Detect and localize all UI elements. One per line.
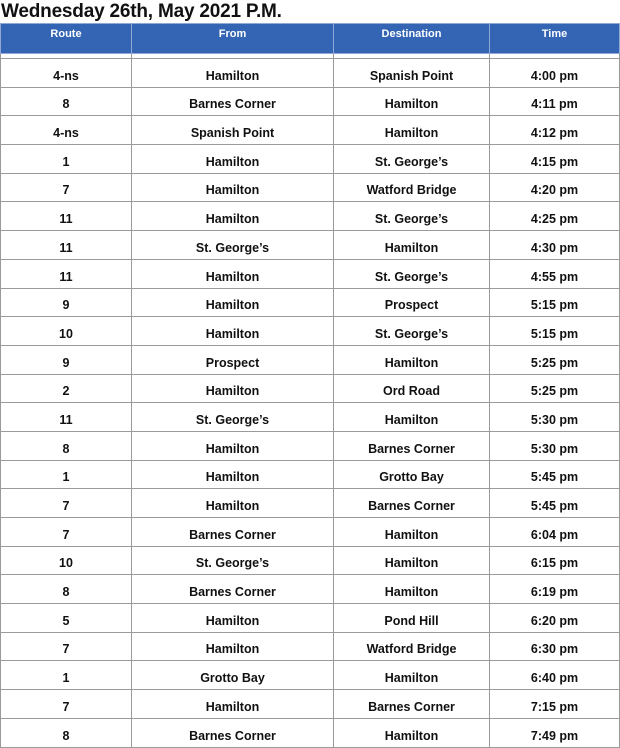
table-row bbox=[1, 259, 620, 288]
table-row bbox=[1, 546, 620, 575]
destination-cell: Ord Road bbox=[334, 374, 490, 403]
time-cell: 5:25 pm bbox=[490, 345, 620, 374]
from-cell: Grotto Bay bbox=[132, 661, 334, 690]
from-cell: Hamilton bbox=[132, 173, 334, 202]
route-cell: 8 bbox=[1, 431, 132, 460]
table-row bbox=[1, 460, 620, 489]
route-cell: 11 bbox=[1, 202, 132, 231]
time-cell: 6:04 pm bbox=[490, 518, 620, 547]
table-row bbox=[1, 59, 620, 88]
route-cell: 8 bbox=[1, 87, 132, 116]
route-cell: 2 bbox=[1, 374, 132, 403]
from-cell: Hamilton bbox=[132, 202, 334, 231]
table-body bbox=[1, 54, 620, 748]
table-row bbox=[1, 231, 620, 260]
time-cell: 4:30 pm bbox=[490, 231, 620, 260]
column-header-from: From bbox=[132, 24, 334, 54]
route-cell: 4-ns bbox=[1, 116, 132, 145]
destination-cell: Barnes Corner bbox=[334, 690, 490, 719]
from-cell: Hamilton bbox=[132, 288, 334, 317]
from-cell: Hamilton bbox=[132, 59, 334, 88]
header-row bbox=[1, 24, 620, 54]
page-title: Wednesday 26th, May 2021 P.M. bbox=[1, 1, 282, 22]
from-cell: Hamilton bbox=[132, 460, 334, 489]
table-row bbox=[1, 604, 620, 633]
time-cell: 4:20 pm bbox=[490, 173, 620, 202]
table-row bbox=[1, 87, 620, 116]
table-row bbox=[1, 403, 620, 432]
time-cell: 5:45 pm bbox=[490, 460, 620, 489]
from-cell: St. George’s bbox=[132, 231, 334, 260]
route-cell: 7 bbox=[1, 173, 132, 202]
time-cell: 6:30 pm bbox=[490, 632, 620, 661]
table-row bbox=[1, 145, 620, 174]
time-cell: 4:55 pm bbox=[490, 259, 620, 288]
route-cell: 1 bbox=[1, 460, 132, 489]
destination-cell: Barnes Corner bbox=[334, 489, 490, 518]
destination-cell: Pond Hill bbox=[334, 604, 490, 633]
destination-cell: Prospect bbox=[334, 288, 490, 317]
route-cell: 11 bbox=[1, 403, 132, 432]
table-row bbox=[1, 575, 620, 604]
from-cell: Barnes Corner bbox=[132, 575, 334, 604]
route-cell: 1 bbox=[1, 145, 132, 174]
destination-cell: Hamilton bbox=[334, 575, 490, 604]
destination-cell: Hamilton bbox=[334, 403, 490, 432]
route-cell: 10 bbox=[1, 317, 132, 346]
route-cell: 7 bbox=[1, 518, 132, 547]
route-cell: 1 bbox=[1, 661, 132, 690]
from-cell: Hamilton bbox=[132, 690, 334, 719]
table-row bbox=[1, 345, 620, 374]
from-cell: Spanish Point bbox=[132, 116, 334, 145]
time-cell: 7:49 pm bbox=[490, 718, 620, 747]
destination-cell: Hamilton bbox=[334, 116, 490, 145]
destination-cell: Hamilton bbox=[334, 518, 490, 547]
from-cell: Hamilton bbox=[132, 604, 334, 633]
destination-cell: St. George’s bbox=[334, 145, 490, 174]
table-row bbox=[1, 374, 620, 403]
table-row bbox=[1, 632, 620, 661]
destination-cell: St. George’s bbox=[334, 202, 490, 231]
from-cell: Barnes Corner bbox=[132, 718, 334, 747]
destination-cell: Hamilton bbox=[334, 718, 490, 747]
time-cell: 4:25 pm bbox=[490, 202, 620, 231]
from-cell: Hamilton bbox=[132, 489, 334, 518]
table-row bbox=[1, 317, 620, 346]
table-row bbox=[1, 116, 620, 145]
from-cell: Prospect bbox=[132, 345, 334, 374]
time-cell: 5:45 pm bbox=[490, 489, 620, 518]
destination-cell: Grotto Bay bbox=[334, 460, 490, 489]
destination-cell: Hamilton bbox=[334, 661, 490, 690]
from-cell: Hamilton bbox=[132, 317, 334, 346]
destination-cell: Spanish Point bbox=[334, 59, 490, 88]
route-cell: 8 bbox=[1, 718, 132, 747]
from-cell: Hamilton bbox=[132, 374, 334, 403]
destination-cell: Watford Bridge bbox=[334, 632, 490, 661]
time-cell: 6:40 pm bbox=[490, 661, 620, 690]
route-cell: 9 bbox=[1, 288, 132, 317]
from-cell: St. George’s bbox=[132, 546, 334, 575]
from-cell: Barnes Corner bbox=[132, 518, 334, 547]
route-cell: 9 bbox=[1, 345, 132, 374]
column-header-destination: Destination bbox=[334, 24, 490, 54]
destination-cell: Hamilton bbox=[334, 231, 490, 260]
time-cell: 4:12 pm bbox=[490, 116, 620, 145]
from-cell: Hamilton bbox=[132, 632, 334, 661]
from-cell: Hamilton bbox=[132, 259, 334, 288]
from-cell: Barnes Corner bbox=[132, 87, 334, 116]
time-cell: 5:30 pm bbox=[490, 403, 620, 432]
destination-cell: Hamilton bbox=[334, 546, 490, 575]
table-row bbox=[1, 690, 620, 719]
from-cell: Hamilton bbox=[132, 431, 334, 460]
time-cell: 5:25 pm bbox=[490, 374, 620, 403]
time-cell: 7:15 pm bbox=[490, 690, 620, 719]
route-cell: 7 bbox=[1, 632, 132, 661]
time-cell: 6:15 pm bbox=[490, 546, 620, 575]
route-cell: 11 bbox=[1, 231, 132, 260]
table-header bbox=[1, 24, 620, 54]
table-row bbox=[1, 661, 620, 690]
from-cell: St. George’s bbox=[132, 403, 334, 432]
table-row bbox=[1, 718, 620, 747]
table-row bbox=[1, 431, 620, 460]
route-cell: 7 bbox=[1, 489, 132, 518]
time-cell: 4:15 pm bbox=[490, 145, 620, 174]
destination-cell: St. George’s bbox=[334, 259, 490, 288]
time-cell: 4:11 pm bbox=[490, 87, 620, 116]
route-cell: 4-ns bbox=[1, 59, 132, 88]
table-row bbox=[1, 489, 620, 518]
destination-cell: Hamilton bbox=[334, 345, 490, 374]
table-row bbox=[1, 173, 620, 202]
destination-cell: Hamilton bbox=[334, 87, 490, 116]
table-row bbox=[1, 518, 620, 547]
table-row bbox=[1, 288, 620, 317]
time-cell: 6:20 pm bbox=[490, 604, 620, 633]
time-cell: 5:15 pm bbox=[490, 317, 620, 346]
time-cell: 4:00 pm bbox=[490, 59, 620, 88]
destination-cell: Barnes Corner bbox=[334, 431, 490, 460]
route-cell: 10 bbox=[1, 546, 132, 575]
time-cell: 5:15 pm bbox=[490, 288, 620, 317]
bus-schedule-table bbox=[0, 23, 620, 748]
route-cell: 7 bbox=[1, 690, 132, 719]
from-cell: Hamilton bbox=[132, 145, 334, 174]
route-cell: 8 bbox=[1, 575, 132, 604]
time-cell: 5:30 pm bbox=[490, 431, 620, 460]
column-header-route: Route bbox=[1, 24, 132, 54]
destination-cell: Watford Bridge bbox=[334, 173, 490, 202]
column-header-time: Time bbox=[490, 24, 620, 54]
table-row bbox=[1, 202, 620, 231]
route-cell: 11 bbox=[1, 259, 132, 288]
destination-cell: St. George’s bbox=[334, 317, 490, 346]
time-cell: 6:19 pm bbox=[490, 575, 620, 604]
route-cell: 5 bbox=[1, 604, 132, 633]
